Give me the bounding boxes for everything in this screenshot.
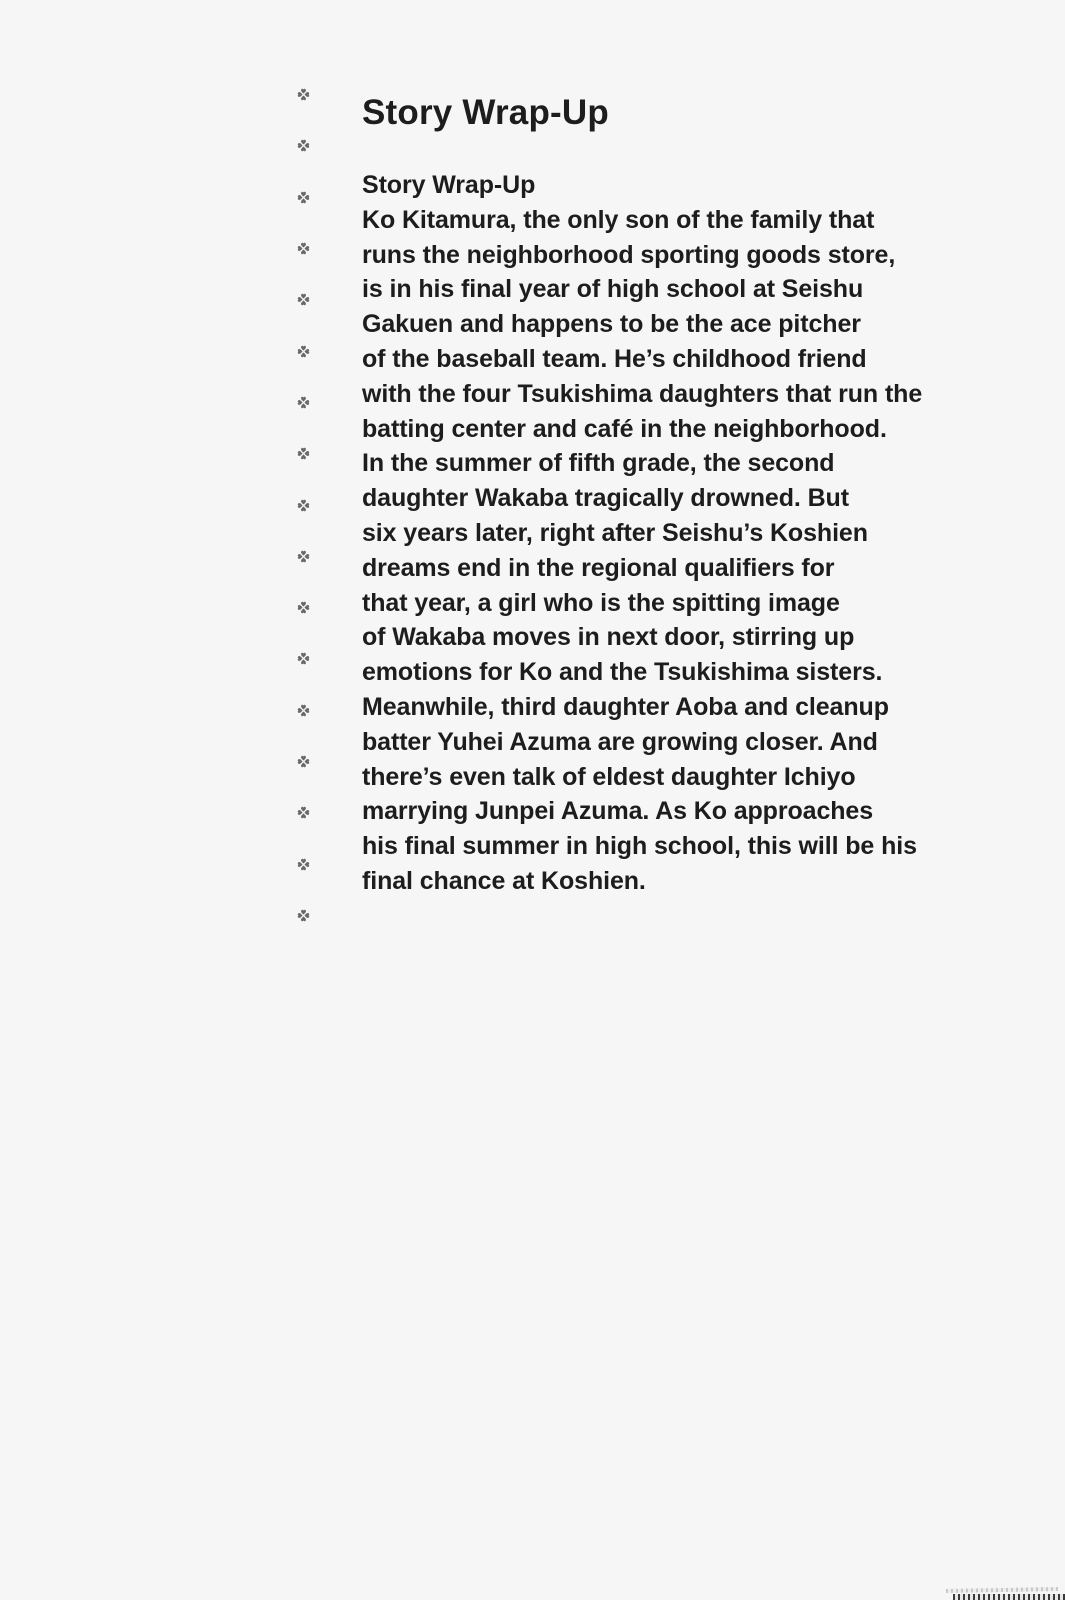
body-line: there’s even talk of eldest daughter Ichiyo (362, 762, 856, 791)
four-heart-clover-icon (295, 86, 312, 103)
body-line: of the baseball team. He’s childhood friend (362, 344, 867, 373)
four-heart-clover-icon (295, 599, 312, 616)
body-line: six years later, right after Seishu’s Koshien (362, 518, 868, 547)
page-title: Story Wrap-Up (362, 93, 609, 132)
body-line: emotions for Ko and the Tsukishima sisters. (362, 658, 883, 687)
four-heart-clover-icon (295, 189, 312, 206)
body-line: Meanwhile, third daughter Aoba and cleanup (362, 692, 889, 721)
body-line: dreams end in the regional qualifiers for (362, 553, 835, 582)
body-line: that year, a girl who is the spitting image (362, 588, 840, 617)
four-heart-clover-icon (295, 702, 312, 719)
body-line: batter Yuhei Azuma are growing closer. And (362, 727, 878, 756)
four-heart-clover-icon (295, 907, 312, 924)
body-line: is in his final year of high school at Seishu (362, 275, 864, 304)
body-line: his final summer in high school, this will be his (362, 832, 917, 861)
four-heart-clover-icon (295, 804, 312, 821)
body-line: batting center and café in the neighborhood. (362, 414, 887, 443)
four-heart-clover-icon (295, 394, 312, 411)
four-heart-clover-icon (295, 240, 312, 257)
body-line: daughter Wakaba tragically drowned. But (362, 484, 849, 513)
four-heart-clover-icon (295, 343, 312, 360)
fineprint-text (953, 1594, 1065, 1600)
body-line: In the summer of fifth grade, the second (362, 449, 835, 478)
ornament-column (294, 86, 312, 924)
body-line: final chance at Koshien. (362, 866, 646, 895)
body-paragraph (362, 203, 1002, 899)
four-heart-clover-icon (295, 137, 312, 154)
body-subtitle: Story Wrap-Up (362, 171, 536, 199)
fineprint-text-blur (946, 1587, 1058, 1593)
four-heart-clover-icon (295, 650, 312, 667)
story-summary-block (362, 168, 1002, 899)
body-line: runs the neighborhood sporting goods store, (362, 240, 896, 269)
body-line: of Wakaba moves in next door, stirring up (362, 623, 855, 652)
body-line: marrying Junpei Azuma. As Ko approaches (362, 797, 874, 826)
body-line: Ko Kitamura, the only son of the family that (362, 205, 875, 234)
four-heart-clover-icon (295, 548, 312, 565)
four-heart-clover-icon (295, 856, 312, 873)
four-heart-clover-icon (295, 497, 312, 514)
body-line: Gakuen and happens to be the ace pitcher (362, 310, 861, 339)
body-line: with the four Tsukishima daughters that run the (362, 379, 923, 408)
four-heart-clover-icon (295, 445, 312, 462)
four-heart-clover-icon (295, 291, 312, 308)
four-heart-clover-icon (295, 753, 312, 770)
